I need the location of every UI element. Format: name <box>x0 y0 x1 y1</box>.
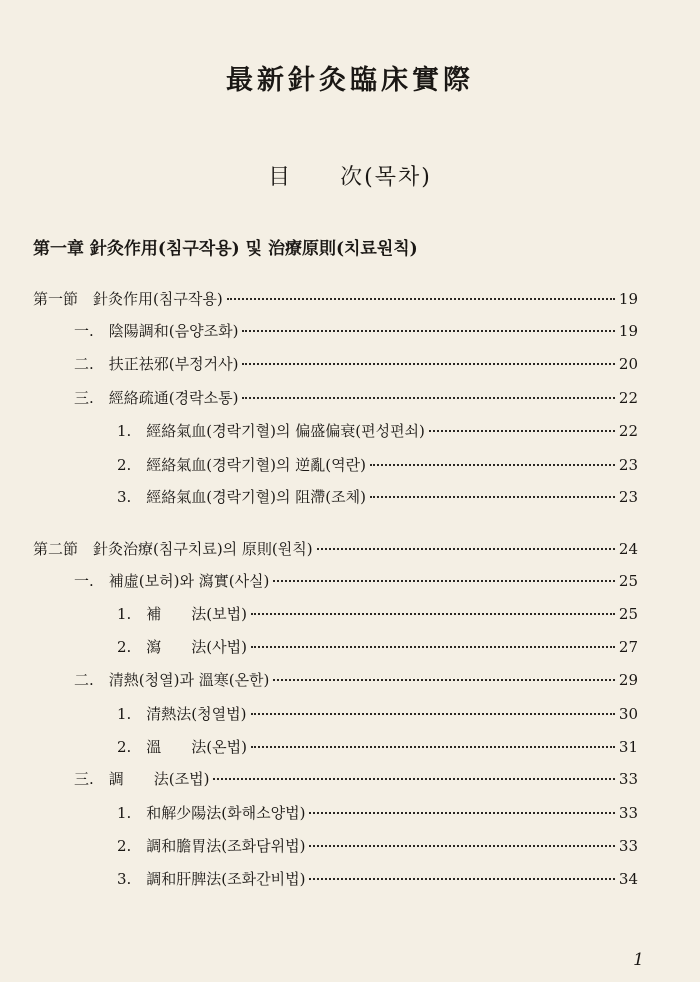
toc-entry-page: 33 <box>618 770 638 788</box>
toc-entry-page: 23 <box>618 456 638 474</box>
dot-leader <box>273 679 615 681</box>
toc-entry <box>117 868 638 889</box>
dot-leader <box>273 580 615 582</box>
toc-entry-page: 19 <box>618 290 638 308</box>
dot-leader <box>227 298 615 300</box>
dot-leader <box>213 778 614 780</box>
toc-entry <box>117 486 638 507</box>
toc-heading: 目 次(목차) <box>268 165 432 190</box>
toc-entry-page: 29 <box>618 671 638 689</box>
toc-entry-label: 一. 陰陽調和(음양조화) <box>74 322 239 340</box>
toc-entry-page: 33 <box>618 804 638 822</box>
toc-entry <box>117 736 638 757</box>
toc-entry <box>117 603 638 624</box>
toc-entry <box>74 353 638 374</box>
toc-entry-label: 第二節 針灸治療(침구치료)의 原則(원칙) <box>33 540 313 558</box>
toc-entry-label: 1. 經絡氣血(경락기혈)의 偏盛偏衰(편성편쇠) <box>117 422 425 440</box>
dot-leader <box>309 845 614 847</box>
dot-leader <box>251 646 615 648</box>
dot-leader <box>309 812 614 814</box>
dot-leader <box>242 330 614 332</box>
dot-leader <box>370 464 615 466</box>
toc-entry <box>74 570 638 591</box>
toc-entry-label: 二. 清熱(청열)과 溫寒(온한) <box>74 671 270 689</box>
dot-leader <box>317 548 615 550</box>
toc-entry-page: 31 <box>618 738 638 756</box>
toc-entry <box>117 703 638 724</box>
toc-entry-label: 一. 補虛(보허)와 瀉實(사실) <box>74 572 270 590</box>
toc-entry-page: 20 <box>618 355 638 373</box>
toc-entry-label: 2. 經絡氣血(경락기혈)의 逆亂(역란) <box>117 456 366 474</box>
toc-entry-page: 25 <box>618 605 638 623</box>
toc-entry-page: 33 <box>618 837 638 855</box>
toc-entry-page: 34 <box>618 870 638 888</box>
toc-entry <box>33 538 638 559</box>
toc-entry-label: 二. 扶正祛邪(부정거사) <box>74 355 239 373</box>
toc-entry-label: 三. 經絡疏通(경락소통) <box>74 389 239 407</box>
toc-entry-label: 2. 瀉 法(사법) <box>117 638 247 656</box>
toc-entry <box>117 802 638 823</box>
toc-entry-label: 2. 調和膽胃法(조화담위법) <box>117 837 306 855</box>
toc-entry-label: 1. 清熱法(청열법) <box>117 705 247 723</box>
toc-entry <box>74 669 638 690</box>
toc-entry-page: 25 <box>618 572 638 590</box>
toc-entry-page: 22 <box>618 389 638 407</box>
toc-entry-page: 22 <box>618 422 638 440</box>
dot-leader <box>251 613 615 615</box>
toc-entry <box>74 768 638 789</box>
toc-entry <box>117 636 638 657</box>
toc-entry-label: 三. 調 法(조법) <box>74 770 210 788</box>
toc-entry-page: 30 <box>618 705 638 723</box>
toc-entry-page: 24 <box>618 540 638 558</box>
toc-entry-label: 3. 經絡氣血(경락기혈)의 阻滯(조체) <box>117 488 366 506</box>
toc-entry-label: 2. 溫 法(온법) <box>117 738 247 756</box>
toc-entry-label: 1. 補 法(보법) <box>117 605 247 623</box>
dot-leader <box>251 746 615 748</box>
toc-entry <box>33 288 638 309</box>
dot-leader <box>242 397 614 399</box>
toc-entry-page: 23 <box>618 488 638 506</box>
book-title: 最新針灸臨床實際 <box>226 65 474 96</box>
toc-entry-page: 19 <box>618 322 638 340</box>
dot-leader <box>242 363 614 365</box>
toc-entry <box>117 454 638 475</box>
chapter-heading: 第一章 針灸作用(침구작용) 및 治療原則(치료원칙) <box>33 239 418 259</box>
dot-leader <box>251 713 615 715</box>
dot-leader <box>370 496 615 498</box>
toc-entry <box>74 320 638 341</box>
toc-entry-label: 第一節 針灸作用(침구작용) <box>33 290 223 308</box>
toc-entry <box>74 387 638 408</box>
toc-entry-page: 27 <box>618 638 638 656</box>
toc-entry <box>117 420 638 441</box>
toc-entry-label: 3. 調和肝脾法(조화간비법) <box>117 870 306 888</box>
dot-leader <box>309 878 614 880</box>
toc-entry <box>117 835 638 856</box>
page-number: 1 <box>633 950 644 970</box>
dot-leader <box>429 430 615 432</box>
toc-entry-label: 1. 和解少陽法(화해소양법) <box>117 804 306 822</box>
